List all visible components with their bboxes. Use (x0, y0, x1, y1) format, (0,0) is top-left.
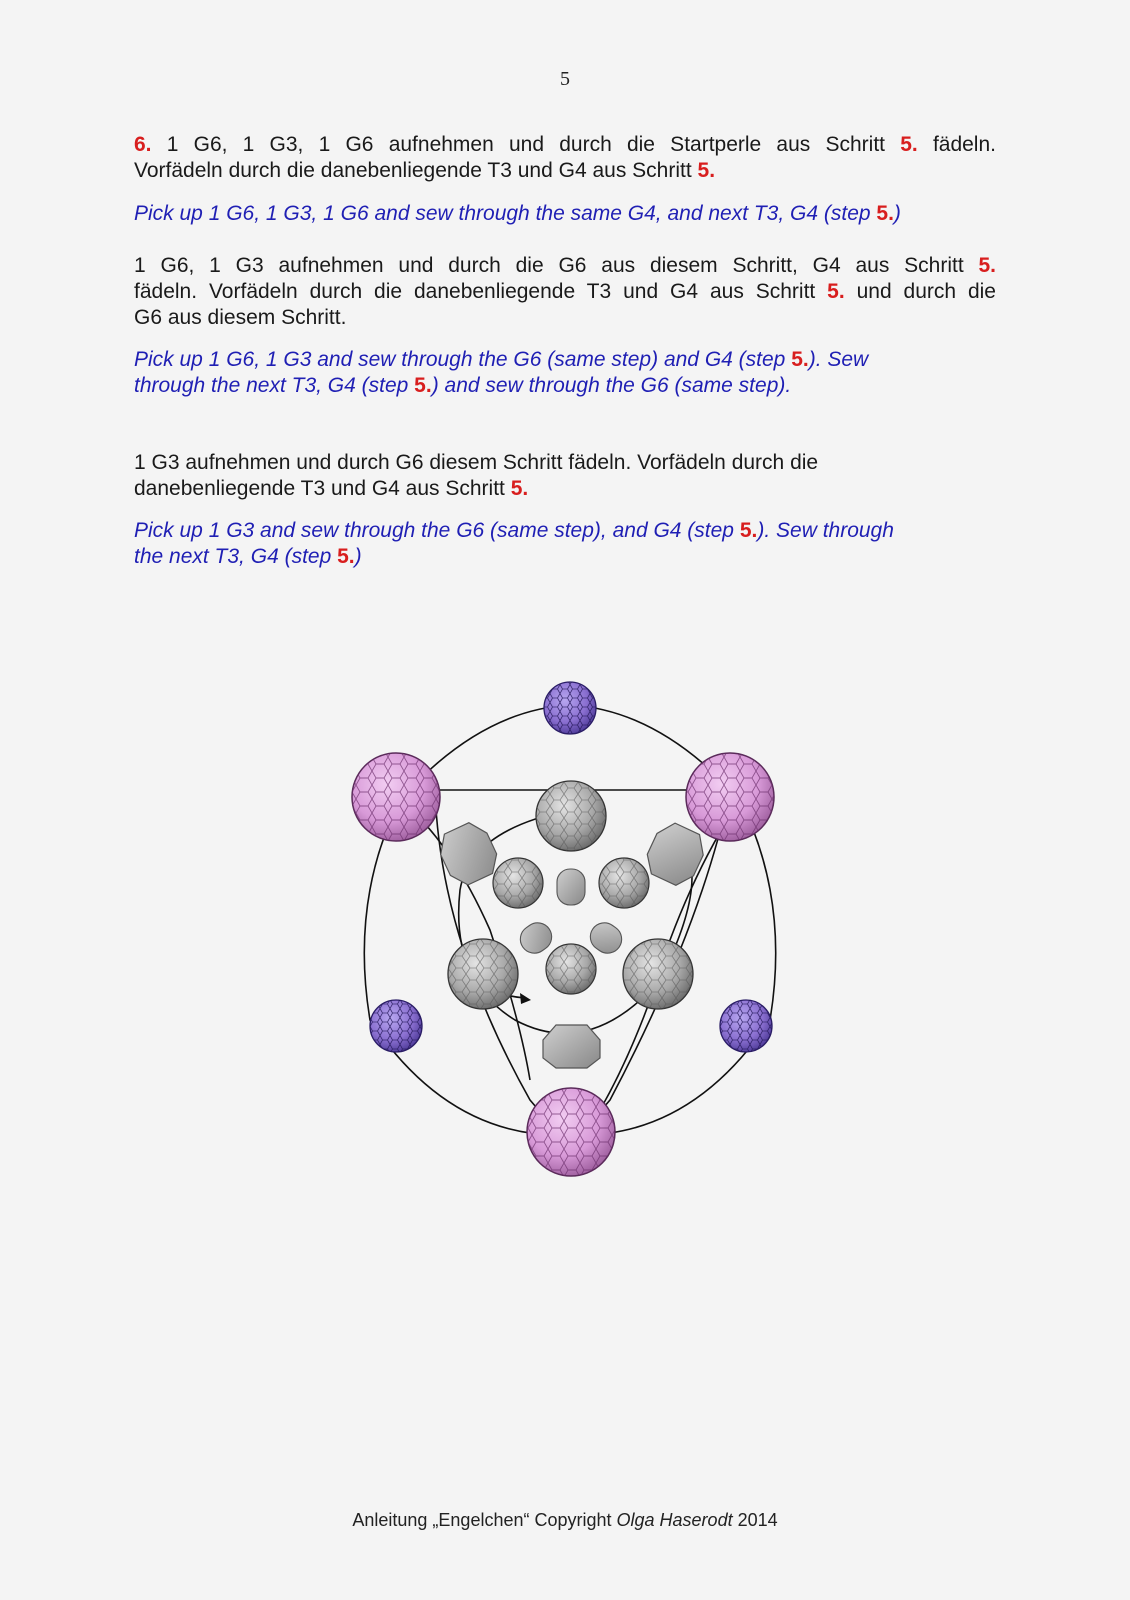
instruction-de-1-line2 (134, 158, 996, 184)
text-segment: ). Sew (808, 348, 869, 371)
text-segment: fädeln. (917, 133, 996, 156)
arrow-head-icon (520, 993, 531, 1004)
bead-g6-bottom (527, 1088, 615, 1176)
bead-oval-center (557, 869, 585, 905)
page-number: 5 (560, 68, 570, 90)
step-reference: 5. (900, 133, 918, 156)
text-segment: 1 G3 aufnehmen und durch G6 diesem Schritt fädeln. Vorfädeln durch die (134, 451, 819, 474)
text-segment: Pick up 1 G6, 1 G3 and sew through the G6 (same step) and G4 (step (134, 348, 792, 371)
text-segment: ) (893, 202, 901, 225)
footer (0, 1510, 1130, 1531)
text-segment: und durch die (844, 280, 996, 303)
text-segment: through the next T3, G4 (step (134, 374, 415, 397)
bead-inner-bottom (546, 944, 596, 994)
bead-g4-top (536, 781, 606, 851)
step-reference: 5. (791, 348, 809, 371)
step-number: 6. (134, 133, 152, 156)
step-reference: 5. (337, 545, 355, 568)
step-reference: 5. (510, 477, 529, 500)
text-segment: the next T3, G4 (step (134, 545, 338, 568)
step-reference: 5. (978, 254, 996, 277)
step-reference: 5. (876, 202, 894, 225)
text-segment: 1 G6, 1 G3, 1 G6 aufnehmen und durch die Startperle aus Schritt (151, 133, 901, 156)
instruction-de-1 (134, 132, 996, 184)
step-reference: 5. (414, 374, 432, 397)
instruction-de-2 (134, 253, 996, 331)
text-segment: Pick up 1 G3 and sew through the G6 (same step), and G4 (step (134, 519, 740, 542)
instruction-de-1-line1 (134, 132, 996, 158)
text-segment: Vorfädeln durch die danebenliegende T3 und G4 aus Schritt (134, 159, 698, 182)
bead-g3-right (720, 1000, 772, 1052)
bead-g6-top-left (352, 753, 440, 841)
text-segment: danebenliegende T3 und G4 aus Schritt (134, 477, 511, 500)
instruction-de-3 (134, 450, 996, 502)
bead-t3-bottom (543, 1025, 600, 1068)
text-segment: ) and sew through the G6 (same step). (431, 374, 792, 397)
footer-author: Olga Haserodt (616, 1510, 733, 1530)
bead-g3-left (370, 1000, 422, 1052)
bead-inner-right (599, 858, 649, 908)
text-segment: ). Sew through (757, 519, 894, 542)
footer-text: Anleitung „Engelchen“ Copyright (352, 1510, 617, 1530)
bead-g4-left (448, 939, 518, 1009)
instruction-en-3 (134, 518, 996, 570)
bead-oval-left (515, 917, 557, 958)
bead-g4-right (623, 939, 693, 1009)
bead-inner-left (493, 858, 543, 908)
bead-g3-top (544, 682, 596, 734)
step-reference: 5. (827, 280, 845, 303)
text-segment: 1 G6, 1 G3 aufnehmen und durch die G6 aus diesem Schritt, G4 aus Schritt (134, 254, 979, 277)
instruction-en-1 (134, 201, 996, 227)
step-reference: 5. (739, 519, 758, 542)
text-segment: G6 aus diesem Schritt. (134, 306, 347, 329)
bead-g6-top-right (686, 753, 774, 841)
beading-diagram (340, 680, 800, 1200)
text-segment: ) (354, 545, 362, 568)
text-segment: fädeln. Vorfädeln durch die danebenliegende T3 und G4 aus Schritt (134, 280, 828, 303)
bead-oval-right (585, 917, 627, 958)
footer-year: 2014 (732, 1510, 778, 1530)
instruction-en-2 (134, 347, 996, 399)
text-segment: Pick up 1 G6, 1 G3, 1 G6 and sew through the same G4, and next T3, G4 (step (134, 202, 877, 225)
step-reference: 5. (697, 159, 716, 182)
